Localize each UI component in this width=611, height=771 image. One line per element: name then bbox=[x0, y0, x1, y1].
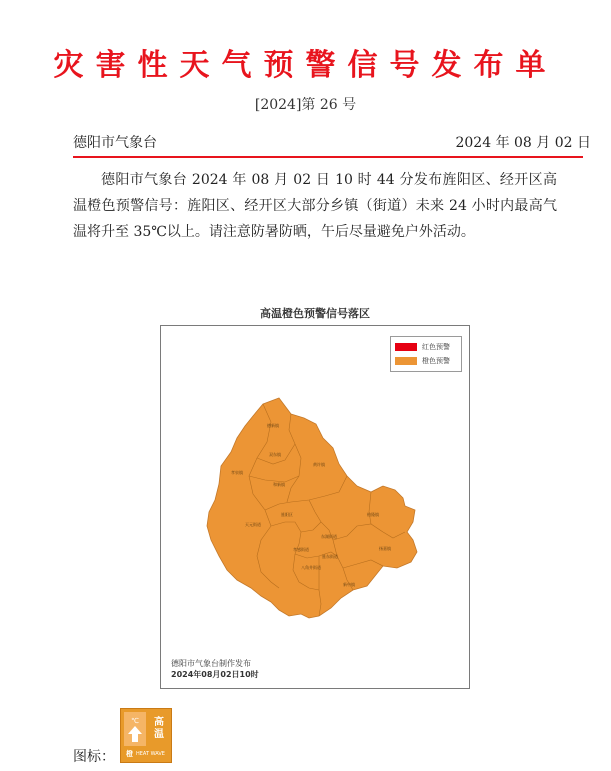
issue-date: 2024 年 08 月 02 日 bbox=[455, 135, 591, 151]
town-label: 孝感街道 bbox=[293, 547, 309, 552]
title-divider bbox=[73, 156, 583, 158]
legend-label-orange: 橙色预警 bbox=[422, 357, 450, 365]
map-producer: 德阳市气象台制作发布 bbox=[171, 659, 251, 668]
town-label: 天元街道 bbox=[245, 522, 261, 527]
warning-body-text: 德阳市气象台 2024 年 08 月 02 日 10 时 44 分发布旌阳区、经开区高温橙色预警信号：旌阳区、经开区大部分乡镇（街道）未来 24 小时内最高气温将升至 35℃以上。请注意防暑防晒，午后尽量避免户外活动。 bbox=[73, 172, 557, 240]
map-title: 高温橙色预警信号落区 bbox=[260, 307, 370, 320]
svg-text:℃: ℃ bbox=[131, 717, 139, 725]
town-label: 孝泉镇 bbox=[231, 470, 243, 475]
signal-text-line1: 高 bbox=[154, 717, 164, 728]
thermometer-icon bbox=[124, 712, 146, 746]
signal-english: HEAT WAVE bbox=[136, 751, 165, 757]
legend-swatch-red bbox=[395, 343, 417, 351]
town-label: 和新镇 bbox=[273, 482, 285, 487]
icon-label: 图标： bbox=[73, 749, 115, 765]
signal-text bbox=[148, 712, 170, 746]
district-map bbox=[161, 326, 469, 688]
town-label: 双东镇 bbox=[269, 452, 281, 457]
town-label: 旌阳区 bbox=[281, 512, 293, 517]
town-label: 东湖街道 bbox=[321, 534, 337, 539]
signal-level: 橙 bbox=[126, 750, 133, 758]
document-title: 灾害性天气预警信号发布单 bbox=[53, 48, 558, 83]
issuer-name: 德阳市气象台 bbox=[73, 135, 157, 151]
legend-item-orange bbox=[395, 354, 457, 368]
legend-label-red: 红色预警 bbox=[422, 343, 450, 351]
heat-orange-signal-icon bbox=[120, 708, 172, 763]
town-label: 八角井街道 bbox=[301, 565, 321, 570]
town-label: 黄许镇 bbox=[313, 462, 325, 467]
town-label: 柏隆镇 bbox=[367, 512, 379, 517]
map-legend bbox=[390, 336, 462, 372]
town-label: 旌东街道 bbox=[322, 554, 338, 559]
town-label: 扬嘉镇 bbox=[379, 546, 391, 551]
legend-item-red bbox=[395, 340, 457, 354]
map-produced-time: 2024年08月02日10时 bbox=[171, 670, 259, 679]
signal-text-line2: 温 bbox=[154, 729, 164, 740]
document-number: [2024]第 26 号 bbox=[254, 97, 357, 113]
signal-footer bbox=[124, 748, 170, 760]
town-label: 德新镇 bbox=[267, 423, 279, 428]
warning-area-shape bbox=[207, 398, 417, 618]
legend-swatch-orange bbox=[395, 357, 417, 365]
town-label: 新中镇 bbox=[343, 582, 355, 587]
map-producer-note bbox=[171, 658, 259, 680]
warning-area-map bbox=[160, 325, 470, 689]
